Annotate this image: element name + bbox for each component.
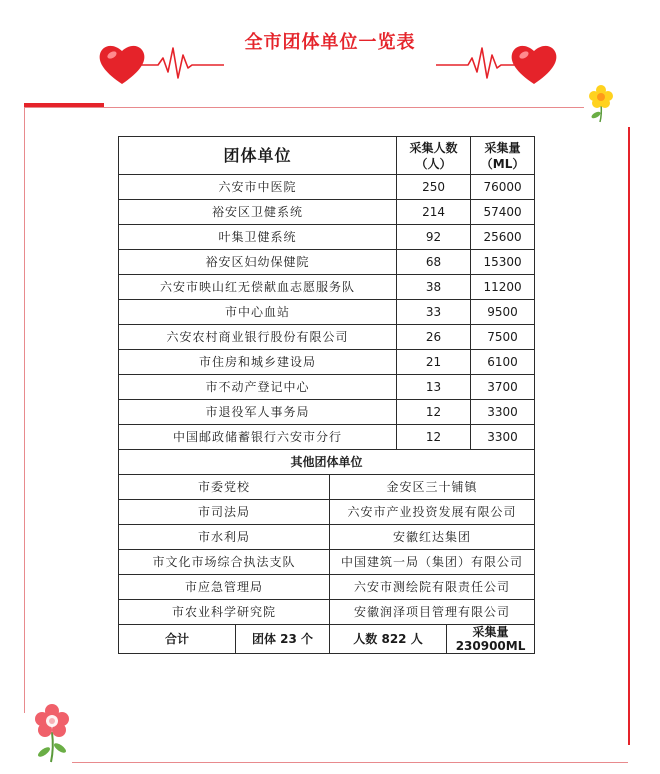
unit-name: 六安市中医院 bbox=[119, 175, 397, 200]
flower-icon bbox=[34, 704, 70, 764]
unit-name: 裕安区卫健系统 bbox=[119, 200, 397, 225]
unit-name: 六安农村商业银行股份有限公司 bbox=[119, 325, 397, 350]
volume-value: 25600 bbox=[471, 225, 535, 250]
table-row bbox=[119, 275, 535, 300]
count-value: 68 bbox=[397, 250, 471, 275]
other-units-row bbox=[119, 475, 535, 500]
count-value: 92 bbox=[397, 225, 471, 250]
header-unit: 团体单位 bbox=[119, 137, 397, 175]
volume-value: 3300 bbox=[471, 400, 535, 425]
table-row bbox=[119, 175, 535, 200]
header-volume-line1: 采集量 bbox=[484, 140, 521, 155]
table-row bbox=[119, 225, 535, 250]
header-count-line1: 采集人数 bbox=[409, 140, 458, 155]
unit-name: 市退役军人事务局 bbox=[119, 400, 397, 425]
unit-name: 市住房和城乡建设局 bbox=[119, 350, 397, 375]
totals-groups: 团体 23 个 bbox=[236, 625, 330, 654]
other-unit-left: 市司法局 bbox=[119, 500, 330, 525]
unit-name: 市中心血站 bbox=[119, 300, 397, 325]
top-border-line bbox=[24, 107, 584, 108]
count-value: 13 bbox=[397, 375, 471, 400]
volume-value: 7500 bbox=[471, 325, 535, 350]
totals-volume: 采集量 230900ML bbox=[447, 625, 535, 654]
table-row bbox=[119, 425, 535, 450]
count-value: 12 bbox=[397, 425, 471, 450]
table-header-row bbox=[119, 137, 535, 175]
other-unit-left: 市农业科学研究院 bbox=[119, 600, 330, 625]
other-unit-left: 市水利局 bbox=[119, 525, 330, 550]
unit-name: 裕安区妇幼保健院 bbox=[119, 250, 397, 275]
header-count bbox=[397, 137, 471, 175]
other-unit-right: 中国建筑一局（集团）有限公司 bbox=[330, 550, 535, 575]
other-unit-left: 市应急管理局 bbox=[119, 575, 330, 600]
other-units-row bbox=[119, 600, 535, 625]
group-units-table bbox=[118, 136, 535, 654]
volume-value: 6100 bbox=[471, 350, 535, 375]
totals-people: 人数 822 人 bbox=[330, 625, 447, 654]
volume-value: 57400 bbox=[471, 200, 535, 225]
other-units-row bbox=[119, 500, 535, 525]
count-value: 250 bbox=[397, 175, 471, 200]
table-row bbox=[119, 350, 535, 375]
volume-value: 3300 bbox=[471, 425, 535, 450]
volume-value: 11200 bbox=[471, 275, 535, 300]
right-border-line bbox=[628, 127, 630, 745]
unit-name: 叶集卫健系统 bbox=[119, 225, 397, 250]
count-value: 26 bbox=[397, 325, 471, 350]
count-value: 38 bbox=[397, 275, 471, 300]
table-row bbox=[119, 325, 535, 350]
table-row bbox=[119, 400, 535, 425]
table-row bbox=[119, 200, 535, 225]
other-unit-right: 安徽红达集团 bbox=[330, 525, 535, 550]
other-units-row bbox=[119, 525, 535, 550]
unit-name: 六安市映山红无偿献血志愿服务队 bbox=[119, 275, 397, 300]
other-units-heading: 其他团体单位 bbox=[119, 450, 535, 475]
other-unit-left: 市文化市场综合执法支队 bbox=[119, 550, 330, 575]
volume-value: 3700 bbox=[471, 375, 535, 400]
section-header-row bbox=[119, 450, 535, 475]
volume-value: 15300 bbox=[471, 250, 535, 275]
other-unit-left: 市委党校 bbox=[119, 475, 330, 500]
unit-name: 中国邮政储蓄银行六安市分行 bbox=[119, 425, 397, 450]
other-unit-right: 金安区三十铺镇 bbox=[330, 475, 535, 500]
count-value: 21 bbox=[397, 350, 471, 375]
count-value: 33 bbox=[397, 300, 471, 325]
header-volume bbox=[471, 137, 535, 175]
header-count-line2: （人） bbox=[415, 156, 452, 171]
header-volume-line2: （ML） bbox=[480, 156, 525, 171]
other-units-row bbox=[119, 575, 535, 600]
other-unit-right: 六安市产业投资发展有限公司 bbox=[330, 500, 535, 525]
flower-icon bbox=[588, 84, 614, 124]
table-row bbox=[119, 300, 535, 325]
volume-value: 9500 bbox=[471, 300, 535, 325]
totals-label: 合计 bbox=[119, 625, 236, 654]
bottom-border-line bbox=[72, 762, 628, 763]
count-value: 12 bbox=[397, 400, 471, 425]
table-row bbox=[119, 375, 535, 400]
other-unit-right: 六安市测绘院有限责任公司 bbox=[330, 575, 535, 600]
other-unit-right: 安徽润泽项目管理有限公司 bbox=[330, 600, 535, 625]
page-title: 全市团体单位一览表 bbox=[244, 32, 416, 53]
other-units-row bbox=[119, 550, 535, 575]
unit-name: 市不动产登记中心 bbox=[119, 375, 397, 400]
volume-value: 76000 bbox=[471, 175, 535, 200]
table-row bbox=[119, 250, 535, 275]
count-value: 214 bbox=[397, 200, 471, 225]
totals-row bbox=[119, 625, 535, 654]
left-border-line bbox=[24, 107, 25, 713]
